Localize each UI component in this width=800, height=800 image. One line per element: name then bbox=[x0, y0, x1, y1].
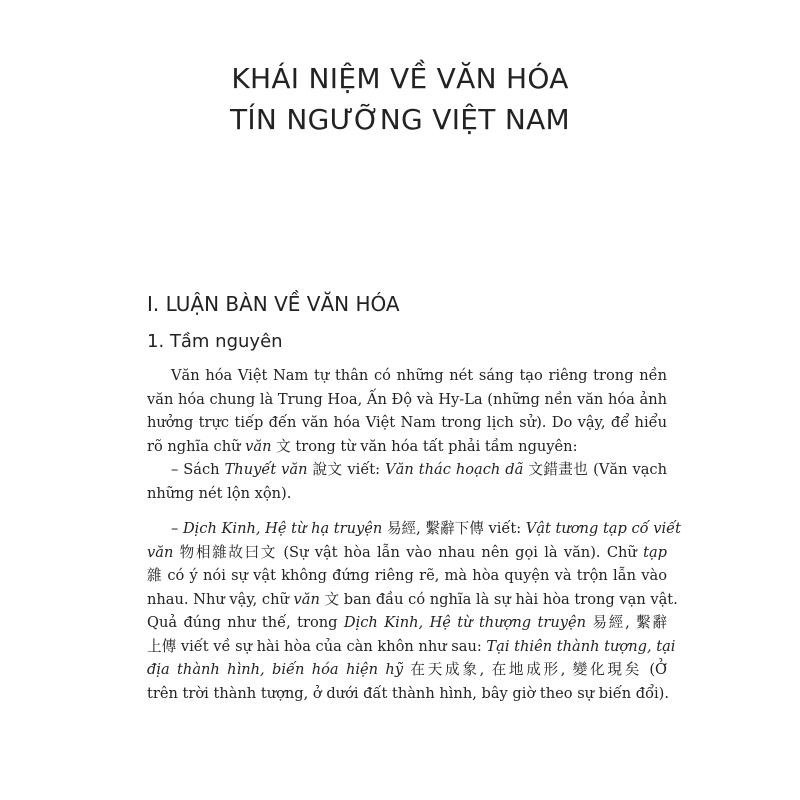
text-run: 文錯畫也 (Văn vạch bbox=[523, 461, 667, 478]
italic-term: Tại thiên thành tượng, tại bbox=[486, 637, 676, 655]
text-run: 雜 có ý nói sự vật không đứng riêng rẽ, mà hòa quyện và trộn lẫn vào bbox=[147, 567, 667, 584]
paragraph-2 bbox=[147, 458, 667, 505]
italic-term: Dịch Kinh, Hệ từ thượng truyện bbox=[343, 614, 587, 631]
text-line bbox=[147, 364, 667, 388]
italic-term: văn bbox=[147, 543, 174, 561]
text-run: 在天成象, 在地成形, 變化現矣 (Ở bbox=[403, 661, 668, 678]
text-line bbox=[147, 411, 667, 435]
text-run: 易經, 繫辭下傳 viết: bbox=[382, 520, 526, 537]
paragraph-1 bbox=[147, 364, 667, 458]
text-line bbox=[147, 388, 667, 412]
text-run: – Sách bbox=[171, 461, 225, 478]
italic-term: văn bbox=[293, 590, 320, 608]
italic-term: Văn thác hoạch dã bbox=[385, 461, 524, 478]
text-run: 易經, 繫辭 bbox=[586, 614, 668, 631]
chapter-title-line-2: TÍN NGƯỠNG VIỆT NAM bbox=[229, 103, 571, 136]
text-run: trên trời thành tượng, ở dưới đất thành hình, bây giờ theo sự biến đổi). bbox=[147, 684, 670, 702]
italic-term: Dịch Kinh, Hệ từ hạ truyện bbox=[182, 520, 383, 537]
text-line bbox=[147, 611, 667, 635]
text-line bbox=[147, 635, 676, 659]
text-run: 上傳 viết về sự hài hòa của càn khôn như sau: bbox=[147, 637, 487, 655]
chapter-title-line-1: KHÁI NIỆM VỀ VĂN HÓA bbox=[231, 62, 569, 95]
text-run: 文 trong từ văn hóa tất phải tầm nguyên: bbox=[271, 437, 578, 455]
text-line bbox=[147, 541, 667, 565]
text-run: Quả đúng như thế, trong bbox=[147, 614, 344, 631]
subsection-heading: 1. Tầm nguyên bbox=[147, 331, 283, 352]
section-heading: I. LUẬN BÀN VỀ VĂN HÓA bbox=[147, 292, 400, 316]
text-line bbox=[147, 658, 667, 682]
text-line bbox=[147, 435, 667, 459]
text-run: 物相雜故曰文 (Sự vật hòa lẫn vào nhau nên gọi là văn). Chữ bbox=[173, 543, 644, 561]
text-line bbox=[147, 588, 678, 612]
text-line bbox=[147, 564, 667, 588]
paragraph-gap bbox=[147, 505, 667, 517]
text-line bbox=[147, 682, 670, 706]
italic-term: Vật tương tạp cố viết bbox=[525, 520, 681, 537]
text-run: 說文 viết: bbox=[307, 461, 386, 478]
text-run: rõ nghĩa chữ bbox=[147, 437, 246, 455]
italic-term: Thuyết văn bbox=[224, 461, 308, 478]
text-run: nhau. Như vậy, chữ bbox=[147, 590, 294, 608]
text-line bbox=[147, 458, 667, 482]
text-run: – bbox=[171, 520, 183, 537]
text-run: hưởng trực tiếp đến văn hóa Việt Nam trong lịch sử). Do vậy, để hiểu bbox=[147, 414, 667, 431]
text-line bbox=[147, 482, 667, 506]
text-run: Văn hóa Việt Nam tự thân có những nét sáng tạo riêng trong nền bbox=[171, 367, 667, 384]
text-run: văn hóa chung là Trung Hoa, Ấn Độ và Hy-La (những nền văn hóa ảnh bbox=[147, 390, 667, 408]
text-line bbox=[147, 517, 681, 541]
paragraph-3 bbox=[147, 517, 681, 705]
italic-term: địa thành hình, biến hóa hiện hỹ bbox=[147, 661, 404, 678]
italic-term: văn bbox=[245, 437, 272, 455]
chapter-title bbox=[0, 58, 800, 140]
text-run: 文 ban đầu có nghĩa là sự hài hòa trong vạn vật. bbox=[319, 590, 678, 608]
body-text bbox=[147, 364, 681, 705]
text-run: những nét lộn xộn). bbox=[147, 484, 292, 502]
italic-term: tạp bbox=[643, 543, 667, 561]
